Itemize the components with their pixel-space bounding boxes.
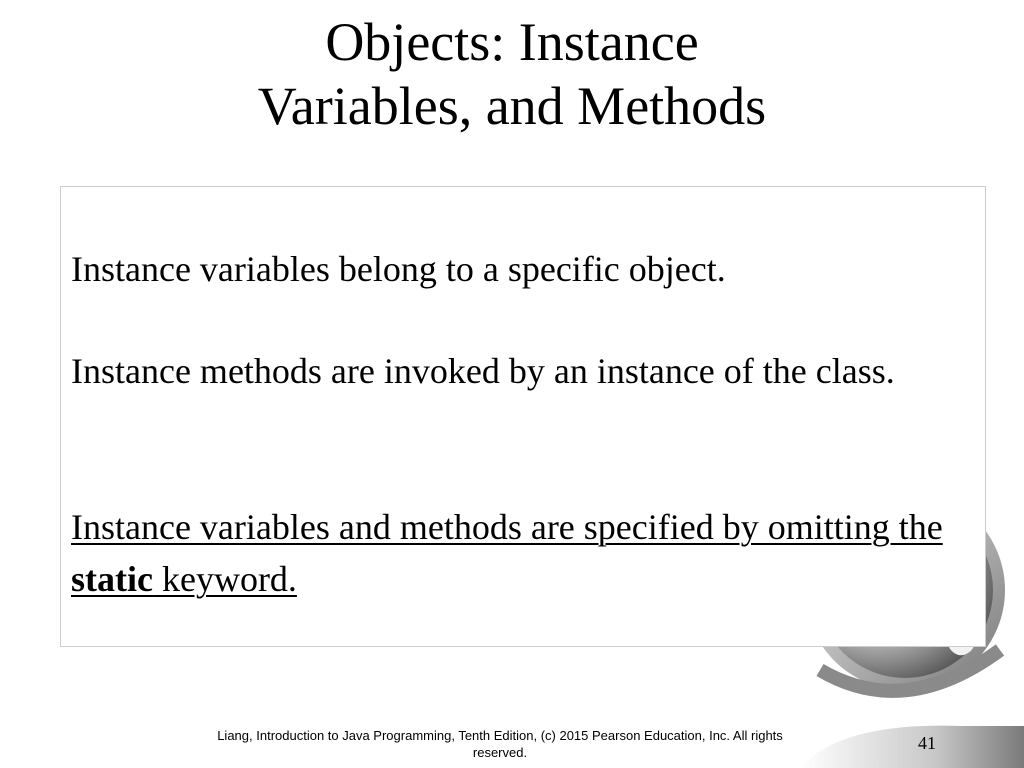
paragraph-static-keyword: [71, 501, 971, 605]
content-box: [60, 186, 986, 647]
footer-copyright: Liang, Introduction to Java Programming, Tenth Edition, (c) 2015 Pearson Education, Inc. All rights reserved.: [217, 728, 783, 760]
title-line-1: Objects: Instance: [325, 12, 699, 72]
static-keyword: static: [71, 559, 153, 599]
paragraph-instance-methods: Instance methods are invoked by an instance of the class.: [71, 351, 895, 391]
paragraph-static-text-after: keyword.: [152, 559, 297, 599]
paragraph-instance-variables: Instance variables belong to a specific object.: [71, 249, 726, 289]
paragraph-static-text-before: Instance variables and methods are specified by omitting the: [71, 507, 943, 547]
page-number: 41: [918, 733, 936, 753]
slide-title: [0, 10, 1024, 138]
title-line-2: Variables, and Methods: [257, 76, 767, 136]
